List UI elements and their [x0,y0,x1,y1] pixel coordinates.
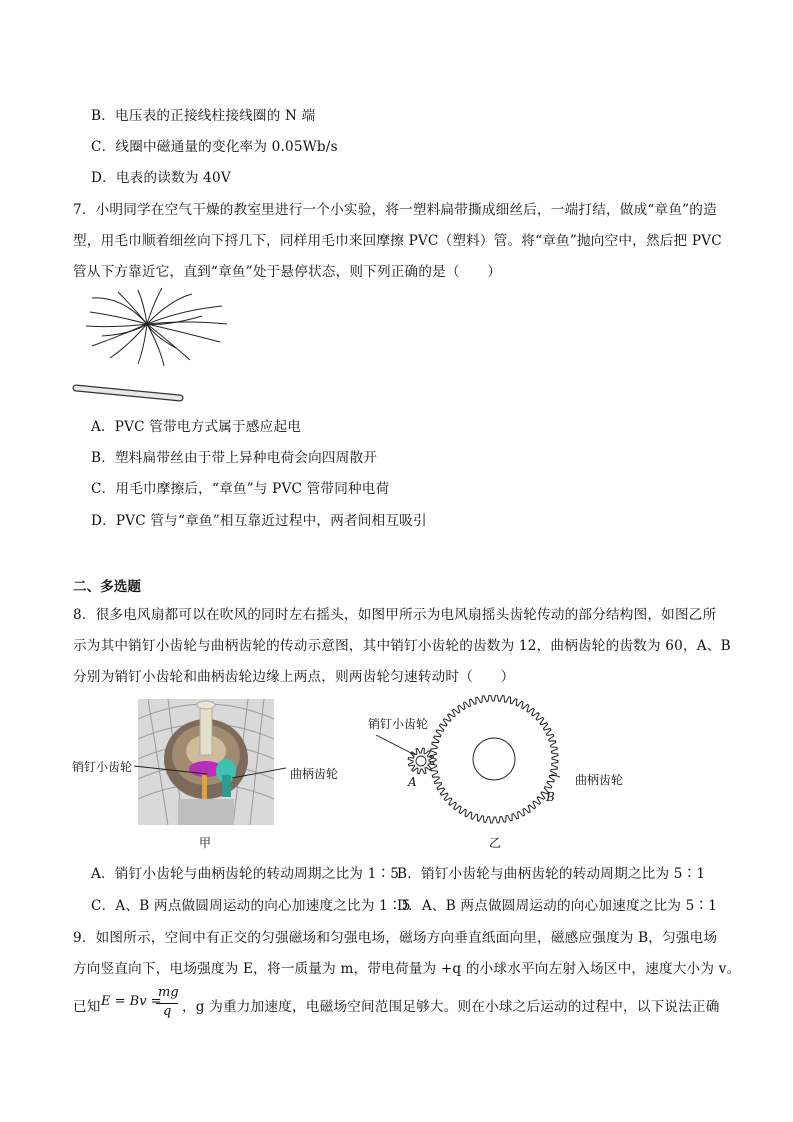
fig-yi-crank-gear-label: 曲柄齿轮 [575,773,624,787]
q9-stem-line-3-prefix: 已知 [73,999,101,1015]
q9-formula-numerator: mg [158,985,179,1000]
fig-yi-leader-left [376,735,415,755]
q8-option-b: B．销钉小齿轮与曲柄齿轮的转动周期之比为 5∶1 [397,866,706,882]
q6-option-b: B．电压表的正接线柱接线圈的 N 端 [91,108,316,124]
fig-jia-pin-gear-label: 销钉小齿轮 [72,760,133,774]
fig-jia-crank-gear-label: 曲柄齿轮 [290,767,339,781]
q9-stem-line-1: 9．如图所示，空间中有正交的匀强磁场和匀强电场，磁场方向垂直纸面向里，磁感应强度为 B，匀强电场 [73,930,718,946]
q8-stem-line-2: 示为其中销钉小齿轮与曲柄齿轮的传动示意图，其中销钉小齿轮的齿数为 12，曲柄齿轮的齿数为 60，A、B [73,638,731,654]
fig-yi-caption: 乙 [489,836,502,850]
pin-gear-hub [416,756,426,766]
q9-formula-denominator: q [163,1004,172,1019]
q9-stem-line-3-suffix: ，g 为重力加速度，电磁场空间范围足够大。则在小球之后运动的过程中，以下说法正确 [182,999,720,1015]
pvc-pipe [76,388,180,398]
q8-option-c: C．A、B 两点做圆周运动的向心加速度之比为 1∶5 [91,898,411,914]
section-title-multiple-choice: 二、多选题 [73,579,141,595]
q7-option-c: C．用毛巾摩擦后，“章鱼”与 PVC 管带同种电荷 [91,481,390,497]
fig-yi-leader-right [551,774,560,779]
fig-jia-leader-lines-right [232,764,292,784]
fig-jia-leader-lines-left [132,760,222,780]
fig-jia-caption: 甲 [199,836,212,850]
q8-stem-line-1: 8．很多电风扇都可以在吹风的同时左右摇头，如图甲所示为电风扇摇头齿轮传动的部分结构图，如图乙所 [73,607,717,623]
q8-stem-line-3: 分别为销钉小齿轮和曲柄齿轮边缘上两点，则两齿轮匀速转动时（ ） [73,669,515,685]
q7-stem-line-2: 型，用毛巾顺着细丝向下捋几下，同样用毛巾来回摩擦 PVC（塑料）管。将“章鱼”抛向空中，然后把 PVC [73,233,722,249]
q8-option-d: D．A、B 两点做圆周运动的向心加速度之比为 5∶1 [397,898,718,914]
q7-stem-line-3: 管从下方靠近它，直到“章鱼”处于悬停状态，则下列正确的是（ ） [73,264,502,280]
q7-option-b: B．塑料扁带丝由于带上异种电荷会向四周散开 [91,450,378,466]
q6-option-c: C．线圈中磁通量的变化率为 0.05Wb/s [91,139,338,155]
fig-yi-point-b-label: B [546,790,555,804]
q7-option-d: D．PVC 管与“章鱼”相互靠近过程中，两者间相互吸引 [91,513,427,529]
q7-option-a: A．PVC 管带电方式属于感应起电 [91,419,302,435]
fig-yi-point-a-label: A [408,775,417,789]
q6-option-d: D．电表的读数为 40V [91,170,231,186]
q7-stem-line-1: 7．小明同学在空气干燥的教室里进行一个小实验，将一塑料扁带撕成细丝后，一端打结，做成“章鱼”的造 [73,202,717,218]
q8-option-a: A．销钉小齿轮与曲柄齿轮的转动周期之比为 1∶5 [91,866,400,882]
plastic-octopus-strands [86,288,227,366]
q9-stem-line-2: 方向竖直向下，电场强度为 E，将一质量为 m，带电荷量为 +q 的小球水平向左射入场区中，速度大小为 v。 [73,961,741,977]
pin-gear-outline [408,748,434,774]
crank-gear-outline [430,695,558,823]
octopus-and-pvc-figure [72,286,232,406]
q9-formula-lhs: E = Bv = [101,994,162,1009]
crank-gear-hub [473,738,515,780]
fig-yi-pin-gear-label: 销钉小齿轮 [368,717,429,731]
